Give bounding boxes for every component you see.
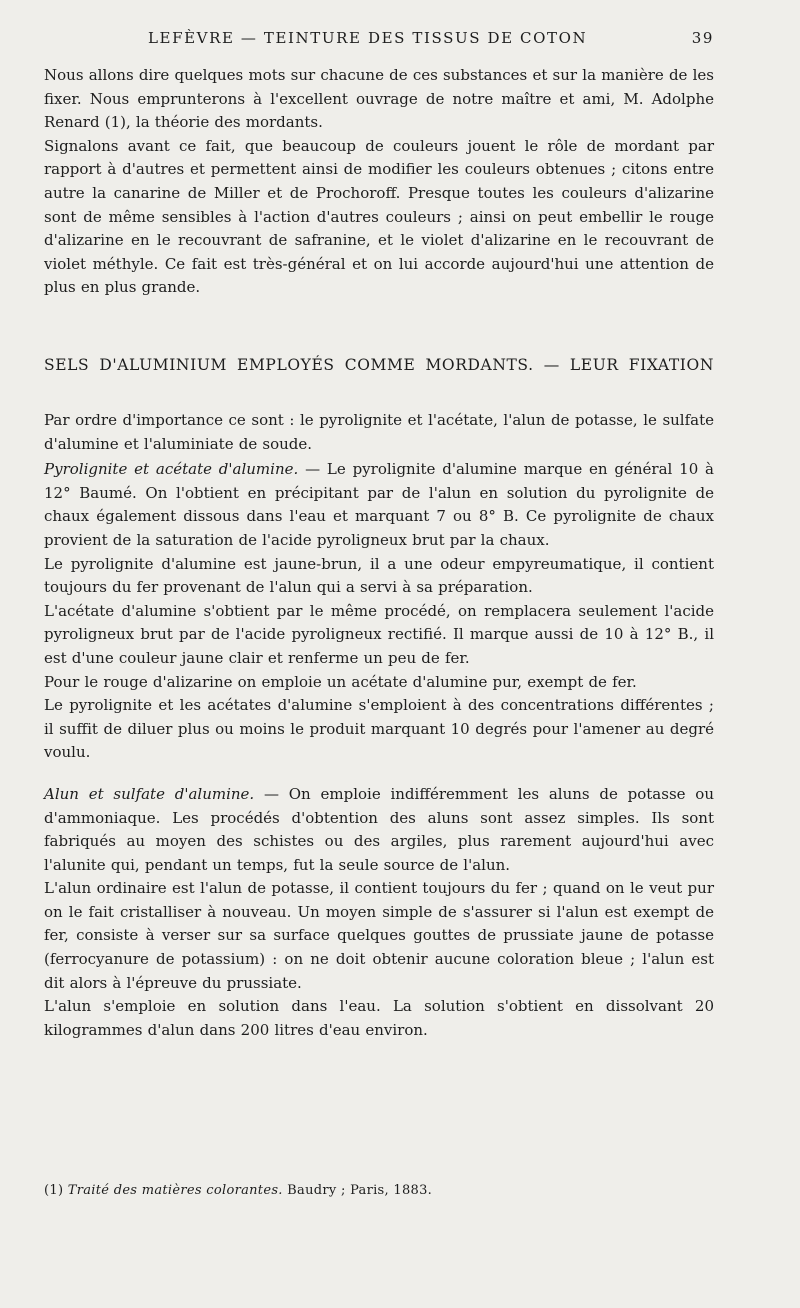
paragraph: Pour le rouge d'alizarine on emploie un acétate d'alumine pur, exempt de fer.	[44, 672, 637, 691]
paragraph-lead: Pyrolignite et acétate d'alumine.	[44, 460, 299, 479]
paragraph: Nous allons dire quelques mots sur chacune de ces substances et sur la manière de les fixer. Nous emprunterons à l'excellent ouvrage de notre maître et ami, M. Adolphe Renard (1), la théorie des mordants.	[44, 66, 714, 132]
paragraph	[44, 458, 714, 552]
paragraph-body: — On emploie indifféremment les aluns de potasse ou d'ammoniaque. Les procédés d'obtention des aluns sont assez simples. Ils sont fabriqués au moyen des schistes ou des argiles, plus rarement aujourd'hui avec l'alunite qui, pendant un temps, fut la seule source de l'alun.	[44, 784, 714, 874]
paragraph: L'acétate d'alumine s'obtient par le même procédé, on remplacera seulement l'acide pyroligneux brut par de l'acide pyroligneux rectifié. Il marque aussi de 10 à 12° B., il est d'une couleur jaune clair et renferme un peu de fer.	[44, 601, 714, 667]
paragraph: Par ordre d'importance ce sont : le pyrolignite et l'acétate, l'alun de potasse, le sulfate d'alumine et l'aluminiate de soude.	[44, 411, 714, 453]
paragraph-body: — Le pyrolignite d'alumine marque en général 10 à 12° Baumé. On l'obtient en précipitant par de l'alun en solution du pyrolignite de chaux également dissous dans l'eau et marquant 7 ou 8° B. Ce pyrolignite de chaux provient de la saturation de l'acide pyroligneux brut par la chaux.	[44, 460, 715, 549]
section-text	[44, 409, 714, 1042]
paragraph	[44, 783, 714, 877]
paragraph: L'alun ordinaire est l'alun de potasse, il contient toujours du fer ; quand on le veut pur on le fait cristalliser à nouveau. Un moyen simple de s'assurer si l'alun est exempt de fer, consiste à verser sur sa surface quelques gouttes de prussiate jaune de potasse (ferrocyanure de potassium) : on ne doit obtenir aucune coloration bleue ; l'alun est dit alors à l'épreuve du prussiate.	[44, 879, 714, 992]
running-title: LEFÈVRE — TEINTURE DES TISSUS DE COTON	[148, 29, 588, 47]
footnote-marker: (1)	[44, 1183, 68, 1198]
paragraph: Signalons avant ce fait, que beaucoup de couleurs jouent le rôle de mordant par rapport à d'autres et permettent ainsi de modifier les couleurs obtenues ; citons entre autre la canarine de Miller et de Prochoroff. Presque toutes les couleurs d'alizarine sont de même sensibles à l'action d'autres couleurs ; ainsi on peut embellir le rouge d'alizarine en le recouvrant de safranine, et le violet d'alizarine en le recouvrant de violet méthyle. Ce fait est très-général et on lui accorde aujourd'hui une attention de plus en plus grande.	[44, 136, 714, 297]
paragraph: Le pyrolignite et les acétates d'alumine s'emploient à des concentrations différentes ; il suffit de diluer plus ou moins le produit marquant 10 degrés pour l'amener au degré voulu.	[44, 696, 714, 762]
paragraph: Le pyrolignite d'alumine est jaune-brun, il a une odeur empyreumatique, il contient toujours du fer provenant de l'alun qui a servi à sa préparation.	[44, 554, 714, 597]
intro-text	[44, 64, 714, 300]
paragraph-lead: Alun et sulfate d'alumine.	[44, 784, 255, 803]
footnote-rest: Baudry ; Paris, 1883.	[282, 1183, 433, 1198]
footnote-title: Traité des matières colorantes.	[67, 1183, 283, 1198]
footnote	[44, 1183, 432, 1198]
paragraph: L'alun s'emploie en solution dans l'eau. La solution s'obtient en dissolvant 20 kilogrammes d'alun dans 200 litres d'eau environ.	[44, 997, 714, 1039]
page-number: 39	[691, 29, 714, 47]
section-heading: SELS D'ALUMINIUM EMPLOYÉS COMME MORDANTS. — LEUR FIXATION	[44, 356, 714, 374]
